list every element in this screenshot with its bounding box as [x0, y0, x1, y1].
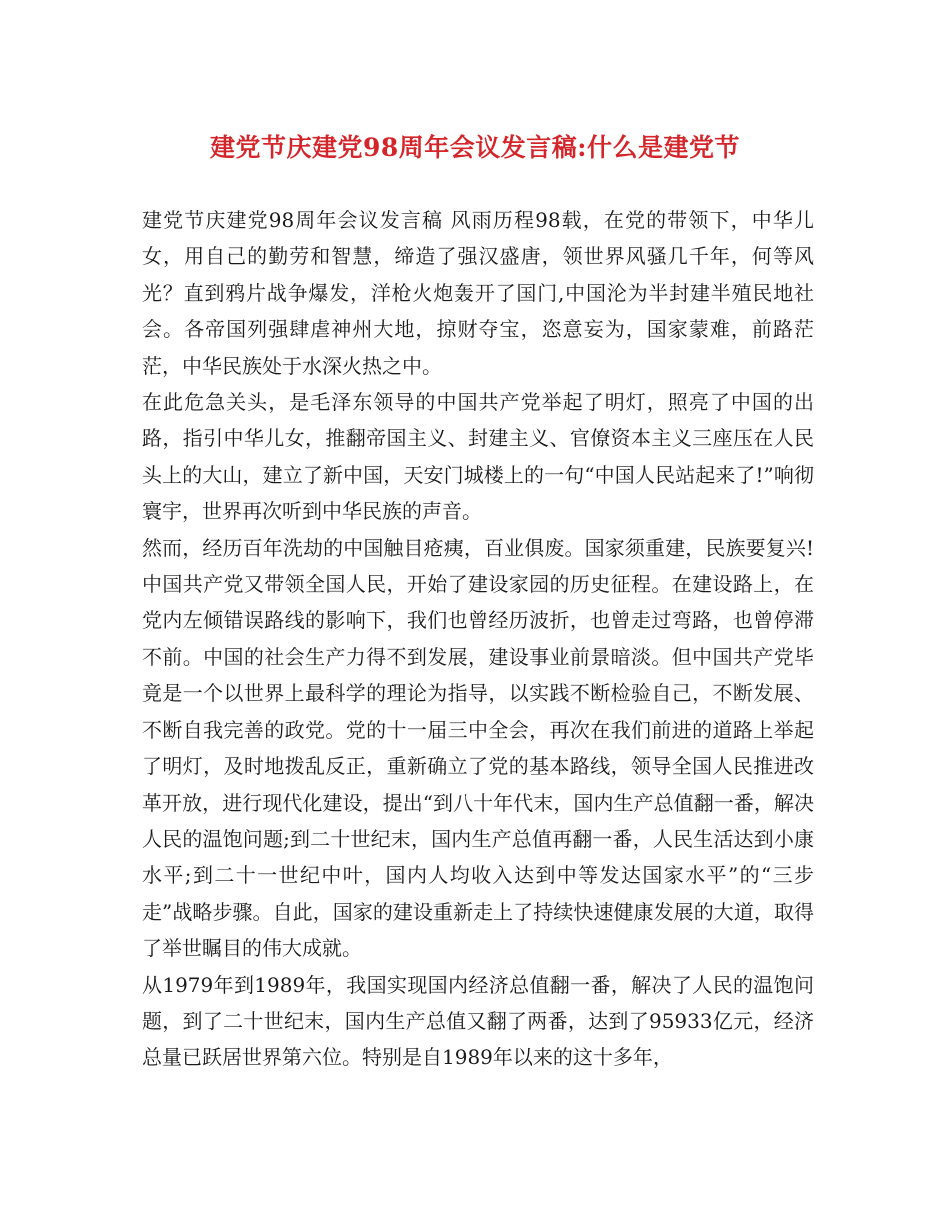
paragraph: 然而，经历百年洗劫的中国触目疮痍，百业俱废。国家须重建，民族要复兴!中国共产党又带领全国人民，开始了建设家园的历史征程。在建设路上，在党内左倾错误路线的影响下，我们也曾经历波折，也曾走过弯路，也曾停滞不前。中国的社会生产力得不到发展，建设事业前景暗淡。但中国共产党毕竟是一个以世界上最科学的理论为指导，以实践不断检验自己，不断发展、不断自我完善的政党。党的十一届三中全会，再次在我们前进的道路上举起了明灯，及时地拨乱反正，重新确立了党的基本路线，领导全国人民推进改革开放，进行现代化建设，提出“到八十年代末，国内生产总值翻一番，解决人民的温饱问题;到二十世纪末，国内生产总值再翻一番，人民生活达到小康水平;到二十一世纪中叶，国内人均收入达到中等发达国家水平”的“三步走”战略步骤。自此，国家的建设重新走上了持续快速健康发展的大道，取得了举世瞩目的伟大成就。 — [142, 535, 814, 961]
paragraph: 在此危急关头，是毛泽东领导的中国共产党举起了明灯，照亮了中国的出路，指引中华儿女，推翻帝国主义、封建主义、官僚资本主义三座压在人民头上的大山，建立了新中国，天安门城楼上的一句“中国人民站起来了!”响彻寰宇，世界再次听到中华民族的声音。 — [142, 390, 814, 524]
document-body — [142, 202, 814, 1076]
paragraph: 从1979年到1989年，我国实现国内经济总值翻一番，解决了人民的温饱问题，到了二十世纪末，国内生产总值又翻了两番，达到了95933亿元，经济总量已跃居世界第六位。特别是自1989年以来的这十多年， — [142, 972, 814, 1070]
paragraph: 建党节庆建党98周年会议发言稿 风雨历程98载，在党的带领下，中华儿女，用自己的勤劳和智慧，缔造了强汉盛唐，领世界风骚几千年，何等风光？直到鸦片战争爆发，洋枪火炮轰开了国门,中国沦为半封建半殖民地社会。各帝国列强肆虐神州大地，掠财夺宝，恣意妄为，国家蒙难，前路茫茫，中华民族处于水深火热之中。 — [142, 208, 814, 378]
document-title: 建党节庆建党98周年会议发言稿:什么是建党节 — [209, 133, 741, 162]
